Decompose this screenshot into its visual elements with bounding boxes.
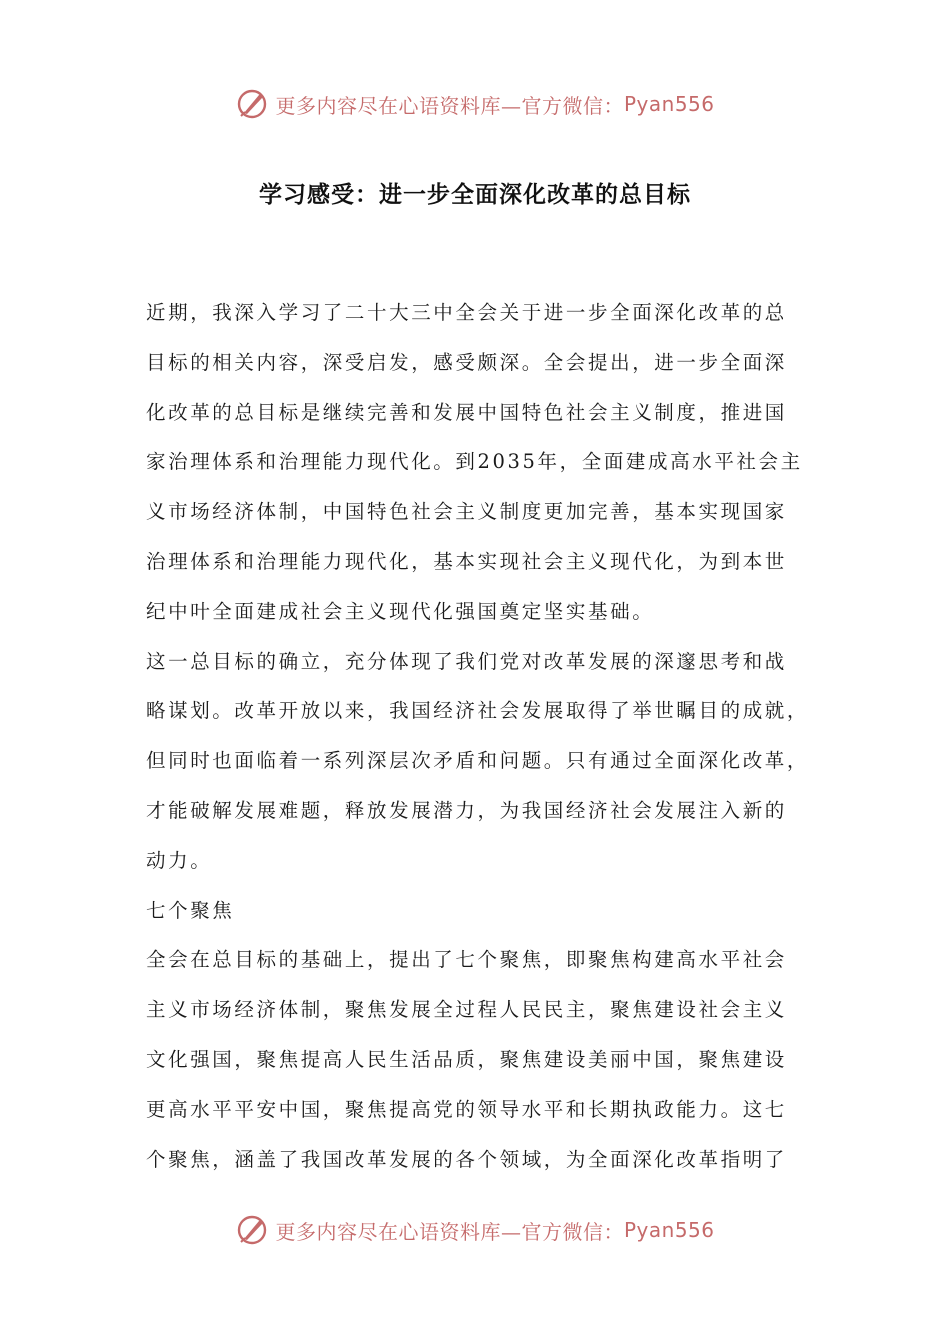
body-line: 更高水平平安中国，聚焦提高党的领导水平和长期执政能力。这七 xyxy=(146,1097,787,1121)
body-line: 略谋划。改革开放以来，我国经济社会发展取得了举世瞩目的成就， xyxy=(146,699,810,723)
document-body xyxy=(146,288,810,1184)
body-line: 治理体系和治理能力现代化，基本实现社会主义现代化，为到本世 xyxy=(146,549,787,573)
watermark-wechat-id: Pyan556 xyxy=(623,92,715,116)
body-line: 义市场经济体制，中国特色社会主义制度更加完善，基本实现国家 xyxy=(146,500,787,524)
body-line: 文化强国，聚焦提高人民生活品质，聚焦建设美丽中国，聚焦建设 xyxy=(146,1047,787,1071)
watermark-text: 更多内容尽在心语资料库—官方微信： xyxy=(275,1219,624,1244)
quill-pen-logo-icon xyxy=(235,87,269,121)
body-line: 纪中叶全面建成社会主义现代化强国奠定坚实基础。 xyxy=(146,599,655,623)
body-line: 个聚焦，涵盖了我国改革发展的各个领域，为全面深化改革指明了 xyxy=(146,1147,787,1171)
body-line: 化改革的总目标是继续完善和发展中国特色社会主义制度，推进国 xyxy=(146,400,787,424)
document-title: 学习感受：进一步全面深化改革的总目标 xyxy=(259,182,691,208)
quill-pen-logo-icon xyxy=(235,1213,269,1247)
watermark-header xyxy=(0,84,950,124)
section-heading: 七个聚焦 xyxy=(146,898,235,922)
body-line: 近期，我深入学习了二十大三中全会关于进一步全面深化改革的总 xyxy=(146,301,787,324)
watermark-text: 更多内容尽在心语资料库—官方微信： xyxy=(275,93,624,118)
body-line: 主义市场经济体制，聚焦发展全过程人民民主，聚焦建设社会主义 xyxy=(146,998,787,1022)
body-line: 这一总目标的确立，充分体现了我们党对改革发展的深邃思考和战 xyxy=(146,649,787,673)
body-line: 但同时也面临着一系列深层次矛盾和问题。只有通过全面深化改革， xyxy=(146,749,810,773)
watermark-footer xyxy=(0,1210,950,1250)
body-line: 动力。 xyxy=(146,848,213,872)
body-line: 全会在总目标的基础上，提出了七个聚焦，即聚焦构建高水平社会 xyxy=(146,948,787,972)
watermark-wechat-id: Pyan556 xyxy=(623,1218,715,1242)
body-line: 才能破解发展难题，释放发展潜力，为我国经济社会发展注入新的 xyxy=(146,798,787,822)
body-line: 目标的相关内容，深受启发，感受颇深。全会提出，进一步全面深 xyxy=(146,350,787,374)
body-line: 家治理体系和治理能力现代化。到2035年，全面建成高水平社会主 xyxy=(146,450,803,474)
